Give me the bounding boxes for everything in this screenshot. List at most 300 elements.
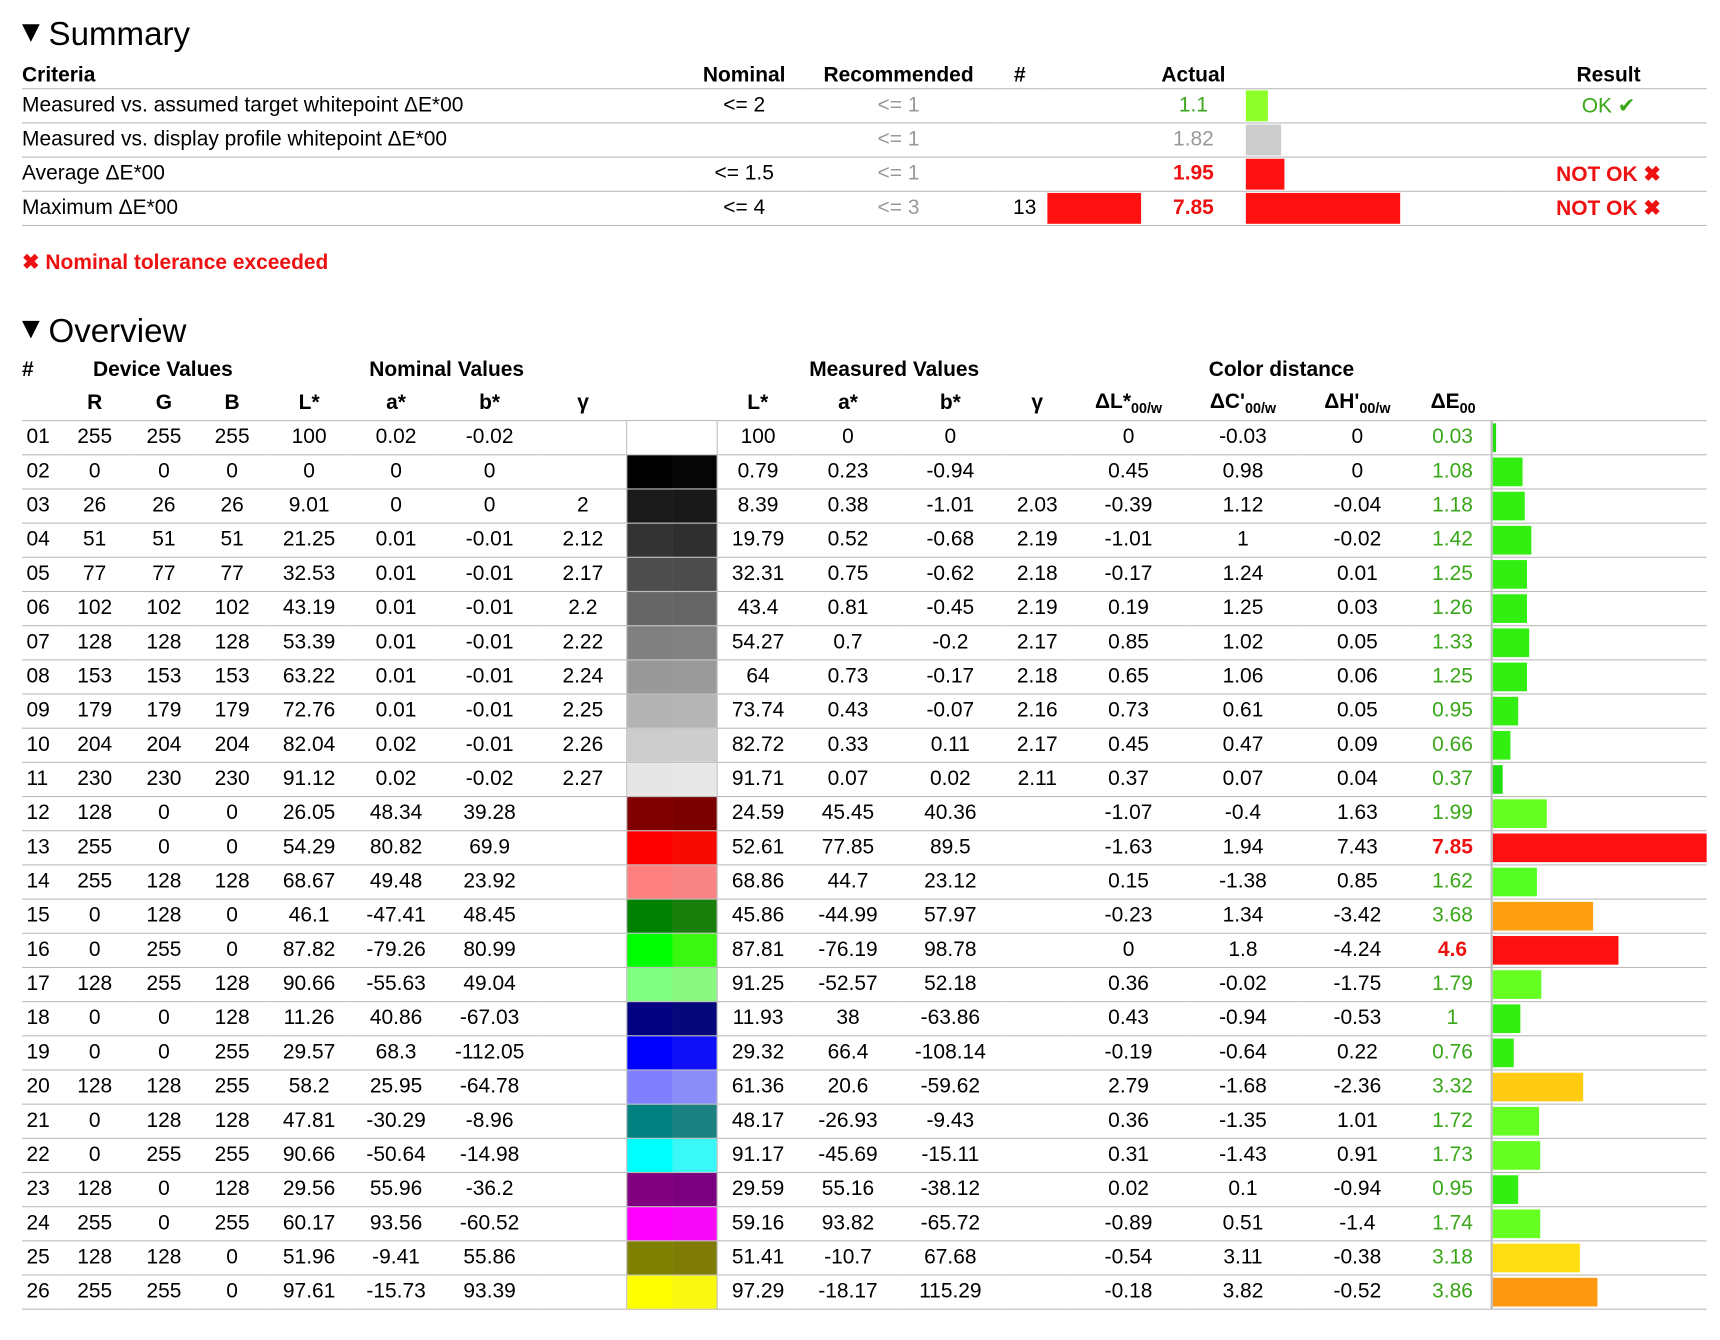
- patch-row: [22, 1070, 1707, 1104]
- cell-dl: 0.73: [1071, 694, 1185, 728]
- color-swatch: [627, 1173, 717, 1207]
- patch-number: 22: [22, 1138, 59, 1172]
- num-header: #: [992, 57, 1047, 88]
- cell-ng: 2.22: [539, 626, 627, 660]
- delta-e-bar-cell: [1492, 1173, 1707, 1207]
- nominal-b-header: b*: [440, 387, 539, 421]
- cell-nb: -0.01: [440, 626, 539, 660]
- patch-number: 04: [22, 523, 59, 557]
- cell-na: 0.02: [352, 762, 440, 796]
- measured-values-header: Measured Values: [809, 358, 980, 382]
- color-swatch: [627, 523, 717, 557]
- cell-mg: [1003, 1070, 1071, 1104]
- cell-mg: 2.18: [1003, 557, 1071, 591]
- cell-mg: [1003, 1002, 1071, 1036]
- patch-row: [22, 797, 1707, 831]
- patch-number: 18: [22, 1002, 59, 1036]
- cell-ng: [539, 797, 627, 831]
- cell-ml: 48.17: [717, 1104, 798, 1138]
- cell-mg: [1003, 1138, 1071, 1172]
- cell-ng: [539, 865, 627, 899]
- recommended-cell: <= 3: [805, 191, 992, 225]
- measured-swatch: [672, 455, 716, 488]
- patch-number: 16: [22, 933, 59, 967]
- cell-ma: 77.85: [798, 831, 897, 865]
- delta-e-bar: [1493, 833, 1707, 862]
- overview-table: [22, 354, 1707, 1310]
- summary-row: [22, 157, 1707, 191]
- patch-number: 01: [22, 421, 59, 455]
- patch-number: 05: [22, 557, 59, 591]
- cell-g: 179: [130, 694, 198, 728]
- measured-swatch: [672, 1241, 716, 1274]
- cell-ng: [539, 933, 627, 967]
- cell-dl: 0.36: [1071, 967, 1185, 1001]
- cell-ng: [539, 1173, 627, 1207]
- cell-nb: -0.01: [440, 728, 539, 762]
- measured-swatch: [672, 797, 716, 830]
- patch-number: 17: [22, 967, 59, 1001]
- cell-ng: 2.17: [539, 557, 627, 591]
- delta-e-value: 1.25: [1415, 557, 1492, 591]
- color-swatch: [627, 967, 717, 1001]
- delta-e-value: 1.79: [1415, 967, 1492, 1001]
- cell-g: 0: [130, 1207, 198, 1241]
- cell-ml: 61.36: [717, 1070, 798, 1104]
- nominal-swatch: [628, 831, 672, 864]
- patch-number: 13: [22, 831, 59, 865]
- nominal-swatch: [628, 1002, 672, 1035]
- cell-dc: 0.61: [1186, 694, 1300, 728]
- color-swatch: [627, 899, 717, 933]
- cell-nl: 21.25: [266, 523, 352, 557]
- cell-ng: [539, 831, 627, 865]
- cell-ma: 0.38: [798, 489, 897, 523]
- cell-mg: 2.16: [1003, 694, 1071, 728]
- cell-nb: -0.01: [440, 591, 539, 625]
- cell-g: 255: [130, 421, 198, 455]
- cell-nl: 100: [266, 421, 352, 455]
- cell-mb: 52.18: [898, 967, 1004, 1001]
- cell-r: 230: [59, 762, 129, 796]
- cell-g: 255: [130, 1275, 198, 1309]
- delta-e-bar-cell: [1492, 557, 1707, 591]
- nominal-swatch: [628, 626, 672, 659]
- color-swatch: [627, 797, 717, 831]
- measured-swatch: [672, 968, 716, 1001]
- cell-ma: 0.07: [798, 762, 897, 796]
- cell-mg: [1003, 455, 1071, 489]
- delta-e-bar: [1493, 628, 1529, 657]
- cell-dl: 2.79: [1071, 1070, 1185, 1104]
- summary-row: [22, 191, 1707, 225]
- cell-nb: 0: [440, 489, 539, 523]
- cell-nb: 80.99: [440, 933, 539, 967]
- cell-mg: [1003, 1036, 1071, 1070]
- cell-dl: 0.65: [1071, 660, 1185, 694]
- patch-row: [22, 489, 1707, 523]
- disclosure-triangle-icon: [22, 321, 40, 339]
- cell-nl: 29.57: [266, 1036, 352, 1070]
- summary-row: [22, 123, 1707, 157]
- cell-mb: -0.07: [898, 694, 1004, 728]
- patch-number: 23: [22, 1173, 59, 1207]
- cell-ma: 38: [798, 1002, 897, 1036]
- cell-mg: 2.19: [1003, 591, 1071, 625]
- patch-number: 08: [22, 660, 59, 694]
- cell-g: 128: [130, 865, 198, 899]
- cell-ma: -10.7: [798, 1241, 897, 1275]
- cell-ml: 54.27: [717, 626, 798, 660]
- delta-e-bar-cell: [1492, 967, 1707, 1001]
- cell-mg: 2.18: [1003, 660, 1071, 694]
- patch-row: [22, 1104, 1707, 1138]
- cell-ml: 91.71: [717, 762, 798, 796]
- delta-l-header: $\Delta L*_{00/w}$: [1071, 387, 1185, 421]
- cell-dl: 0: [1071, 421, 1185, 455]
- cell-b: 128: [198, 1002, 266, 1036]
- color-swatch: [627, 1207, 717, 1241]
- cell-nl: 68.67: [266, 865, 352, 899]
- cell-b: 0: [198, 1275, 266, 1309]
- delta-e-bar-cell: [1492, 831, 1707, 865]
- nominal-cell: <= 2: [684, 89, 805, 123]
- cell-ml: 91.25: [717, 967, 798, 1001]
- patch-number: 19: [22, 1036, 59, 1070]
- delta-h-header: $\Delta H'_{00/w}$: [1300, 387, 1414, 421]
- cell-mb: -0.45: [898, 591, 1004, 625]
- cell-na: 80.82: [352, 831, 440, 865]
- actual-cell: 7.85: [1141, 191, 1246, 225]
- delta-e-value: 1: [1415, 1002, 1492, 1036]
- cell-ma: -52.57: [798, 967, 897, 1001]
- cell-g: 255: [130, 1138, 198, 1172]
- delta-e-bar-cell: [1492, 421, 1707, 455]
- cell-nl: 90.66: [266, 1138, 352, 1172]
- cell-nb: -0.01: [440, 660, 539, 694]
- cell-r: 128: [59, 626, 129, 660]
- delta-e-bar: [1493, 526, 1532, 555]
- cell-nb: 23.92: [440, 865, 539, 899]
- delta-e-bar-cell: [1492, 1275, 1707, 1309]
- criteria-header: Criteria: [22, 57, 684, 88]
- recommended-cell: <= 1: [805, 89, 992, 123]
- nominal-l-header: L*: [266, 387, 352, 421]
- color-distance-header: Color distance: [1208, 358, 1355, 382]
- patch-number: 14: [22, 865, 59, 899]
- measured-swatch: [672, 695, 716, 728]
- cell-mb: -0.17: [898, 660, 1004, 694]
- cell-ma: 45.45: [798, 797, 897, 831]
- cell-mg: [1003, 1207, 1071, 1241]
- measured-swatch: [672, 1276, 716, 1309]
- patch-row: [22, 1173, 1707, 1207]
- cell-ng: 2.26: [539, 728, 627, 762]
- cell-r: 0: [59, 1002, 129, 1036]
- measured-swatch: [672, 831, 716, 864]
- cell-na: 0.02: [352, 421, 440, 455]
- cell-dh: 1.01: [1300, 1104, 1414, 1138]
- cell-dc: 0.1: [1186, 1173, 1300, 1207]
- cell-ng: [539, 1275, 627, 1309]
- cell-nl: 9.01: [266, 489, 352, 523]
- color-swatch: [627, 1275, 717, 1309]
- cell-mg: [1003, 1275, 1071, 1309]
- cell-r: 102: [59, 591, 129, 625]
- cell-mg: 2.19: [1003, 523, 1071, 557]
- cell-ma: 20.6: [798, 1070, 897, 1104]
- delta-e-bar: [1493, 594, 1527, 623]
- cell-ma: -76.19: [798, 933, 897, 967]
- cell-mg: [1003, 933, 1071, 967]
- cell-b: 128: [198, 967, 266, 1001]
- patch-row: [22, 933, 1707, 967]
- cell-b: 0: [198, 933, 266, 967]
- patch-row: [22, 728, 1707, 762]
- nominal-swatch: [628, 1241, 672, 1274]
- cell-r: 0: [59, 455, 129, 489]
- nominal-swatch: [628, 797, 672, 830]
- cell-mg: [1003, 831, 1071, 865]
- cell-mg: [1003, 967, 1071, 1001]
- delta-e-bar: [1493, 936, 1618, 965]
- cell-r: 128: [59, 967, 129, 1001]
- measured-swatch: [672, 490, 716, 523]
- cell-dh: 0.85: [1300, 865, 1414, 899]
- measured-swatch: [672, 1139, 716, 1172]
- cell-g: 0: [130, 1173, 198, 1207]
- disclosure-triangle-icon: [22, 24, 40, 42]
- cell-mg: [1003, 797, 1071, 831]
- cell-dh: -1.75: [1300, 967, 1414, 1001]
- cell-dc: 1.12: [1186, 489, 1300, 523]
- patch-row: [22, 1036, 1707, 1070]
- patch-number: 25: [22, 1241, 59, 1275]
- cell-nl: 54.29: [266, 831, 352, 865]
- cell-ng: [539, 1036, 627, 1070]
- cell-ma: 0.7: [798, 626, 897, 660]
- color-swatch: [627, 865, 717, 899]
- cell-b: 26: [198, 489, 266, 523]
- cell-dl: 0.43: [1071, 1002, 1185, 1036]
- cell-mb: -63.86: [898, 1002, 1004, 1036]
- delta-e-bar: [1493, 765, 1503, 794]
- cell-nl: 63.22: [266, 660, 352, 694]
- cell-dl: 0.36: [1071, 1104, 1185, 1138]
- cell-dc: 1.02: [1186, 626, 1300, 660]
- cell-g: 0: [130, 797, 198, 831]
- cell-dl: 0.19: [1071, 591, 1185, 625]
- cell-ma: 44.7: [798, 865, 897, 899]
- cell-nb: -0.02: [440, 421, 539, 455]
- delta-e-bar: [1493, 1004, 1520, 1033]
- cell-na: 0: [352, 489, 440, 523]
- cell-b: 255: [198, 1207, 266, 1241]
- delta-e-value: 1.73: [1415, 1138, 1492, 1172]
- cell-nb: -112.05: [440, 1036, 539, 1070]
- cell-nl: 46.1: [266, 899, 352, 933]
- b-header: B: [198, 387, 266, 421]
- num-cell: [992, 157, 1047, 191]
- cell-r: 128: [59, 1173, 129, 1207]
- cell-na: 0.02: [352, 728, 440, 762]
- cell-nb: -64.78: [440, 1070, 539, 1104]
- cell-b: 51: [198, 523, 266, 557]
- color-swatch: [627, 728, 717, 762]
- nominal-swatch: [628, 934, 672, 967]
- color-swatch: [627, 557, 717, 591]
- delta-e-bar: [1493, 1278, 1598, 1307]
- cell-dc: 0.51: [1186, 1207, 1300, 1241]
- cell-dc: 3.82: [1186, 1275, 1300, 1309]
- num-cell: [992, 123, 1047, 157]
- cell-r: 0: [59, 899, 129, 933]
- delta-e-value: 1.62: [1415, 865, 1492, 899]
- patch-number: 26: [22, 1275, 59, 1309]
- cell-g: 128: [130, 899, 198, 933]
- cell-ma: -44.99: [798, 899, 897, 933]
- cell-r: 255: [59, 1207, 129, 1241]
- cell-r: 128: [59, 1070, 129, 1104]
- cell-mb: -65.72: [898, 1207, 1004, 1241]
- cell-mb: 0.11: [898, 728, 1004, 762]
- cell-dc: 1.06: [1186, 660, 1300, 694]
- cell-g: 0: [130, 831, 198, 865]
- cell-mb: -0.68: [898, 523, 1004, 557]
- patch-number: 09: [22, 694, 59, 728]
- actual-cell: 1.1: [1141, 89, 1246, 123]
- cell-dc: -0.02: [1186, 967, 1300, 1001]
- cell-ng: [539, 899, 627, 933]
- patch-row: [22, 865, 1707, 899]
- cell-r: 128: [59, 1241, 129, 1275]
- cell-dh: -0.94: [1300, 1173, 1414, 1207]
- nominal-swatch: [628, 865, 672, 898]
- overview-title: Overview: [48, 313, 187, 350]
- measured-swatch: [672, 934, 716, 967]
- summary-toggle[interactable]: [22, 13, 1720, 57]
- r-header: R: [59, 387, 129, 421]
- cell-dh: 0.04: [1300, 762, 1414, 796]
- color-swatch: [627, 762, 717, 796]
- cell-dc: 1.8: [1186, 933, 1300, 967]
- cell-mb: 57.97: [898, 899, 1004, 933]
- delta-e-value: 7.85: [1415, 831, 1492, 865]
- delta-e-bar-cell: [1492, 1138, 1707, 1172]
- result-cell: [1510, 123, 1706, 157]
- cell-na: -9.41: [352, 1241, 440, 1275]
- cell-mb: 0: [898, 421, 1004, 455]
- cell-dh: 0.05: [1300, 694, 1414, 728]
- cell-nl: 87.82: [266, 933, 352, 967]
- patch-row: [22, 1275, 1707, 1309]
- cell-nb: 69.9: [440, 831, 539, 865]
- delta-e-bar-cell: [1492, 591, 1707, 625]
- criteria-cell: Maximum ΔE*00: [22, 191, 684, 225]
- patch-row: [22, 591, 1707, 625]
- cell-dh: 0.09: [1300, 728, 1414, 762]
- result-cell: OK ✔: [1510, 89, 1706, 123]
- measured-swatch: [672, 626, 716, 659]
- cell-ng: 2.25: [539, 694, 627, 728]
- cell-ma: -18.17: [798, 1275, 897, 1309]
- cell-ml: 87.81: [717, 933, 798, 967]
- nominal-swatch: [628, 1105, 672, 1138]
- actual-bar: [1246, 193, 1400, 224]
- cell-g: 51: [130, 523, 198, 557]
- cell-na: -15.73: [352, 1275, 440, 1309]
- cell-ml: 29.32: [717, 1036, 798, 1070]
- cell-ml: 8.39: [717, 489, 798, 523]
- cell-ma: 93.82: [798, 1207, 897, 1241]
- cell-na: 48.34: [352, 797, 440, 831]
- cell-mg: 2.17: [1003, 728, 1071, 762]
- nominal-swatch: [628, 900, 672, 933]
- cell-ng: [539, 1070, 627, 1104]
- cell-b: 255: [198, 1070, 266, 1104]
- cell-ma: 0: [798, 421, 897, 455]
- cell-b: 128: [198, 1104, 266, 1138]
- delta-e-value: 1.25: [1415, 660, 1492, 694]
- cell-dl: -0.23: [1071, 899, 1185, 933]
- delta-e-bar: [1493, 1073, 1584, 1102]
- cell-ma: 0.33: [798, 728, 897, 762]
- criteria-cell: Average ΔE*00: [22, 157, 684, 191]
- cell-b: 0: [198, 899, 266, 933]
- cell-na: 0.01: [352, 523, 440, 557]
- delta-e-bar-cell: [1492, 489, 1707, 523]
- cell-nl: 58.2: [266, 1070, 352, 1104]
- patch-number: 21: [22, 1104, 59, 1138]
- delta-e-value: 1.08: [1415, 455, 1492, 489]
- cell-dc: 1.25: [1186, 591, 1300, 625]
- cell-nb: 55.86: [440, 1241, 539, 1275]
- cell-nl: 82.04: [266, 728, 352, 762]
- delta-e-value: 0.76: [1415, 1036, 1492, 1070]
- cell-ng: 2.12: [539, 523, 627, 557]
- color-swatch: [627, 1104, 717, 1138]
- cell-na: 0: [352, 455, 440, 489]
- cell-ml: 97.29: [717, 1275, 798, 1309]
- nominal-swatch: [628, 455, 672, 488]
- cell-dl: -0.54: [1071, 1241, 1185, 1275]
- cell-nl: 51.96: [266, 1241, 352, 1275]
- cell-g: 128: [130, 1104, 198, 1138]
- measured-swatch: [672, 524, 716, 557]
- cell-ng: 2.2: [539, 591, 627, 625]
- delta-e-bar-cell: [1492, 933, 1707, 967]
- cell-mg: [1003, 865, 1071, 899]
- cell-ng: 2: [539, 489, 627, 523]
- cell-r: 0: [59, 933, 129, 967]
- nominal-cell: [684, 123, 805, 157]
- cell-na: 0.01: [352, 626, 440, 660]
- recommended-cell: <= 1: [805, 157, 992, 191]
- nominal-swatch: [628, 968, 672, 1001]
- cell-ml: 32.31: [717, 557, 798, 591]
- measured-swatch: [672, 558, 716, 591]
- cell-nb: -36.2: [440, 1173, 539, 1207]
- cell-r: 77: [59, 557, 129, 591]
- cell-g: 255: [130, 933, 198, 967]
- cell-na: 0.01: [352, 591, 440, 625]
- cell-dc: 0.47: [1186, 728, 1300, 762]
- patch-number: 20: [22, 1070, 59, 1104]
- overview-toggle[interactable]: [22, 310, 1720, 354]
- num-cell: 13: [992, 191, 1047, 225]
- patch-row: [22, 421, 1707, 455]
- delta-e-value: 1.99: [1415, 797, 1492, 831]
